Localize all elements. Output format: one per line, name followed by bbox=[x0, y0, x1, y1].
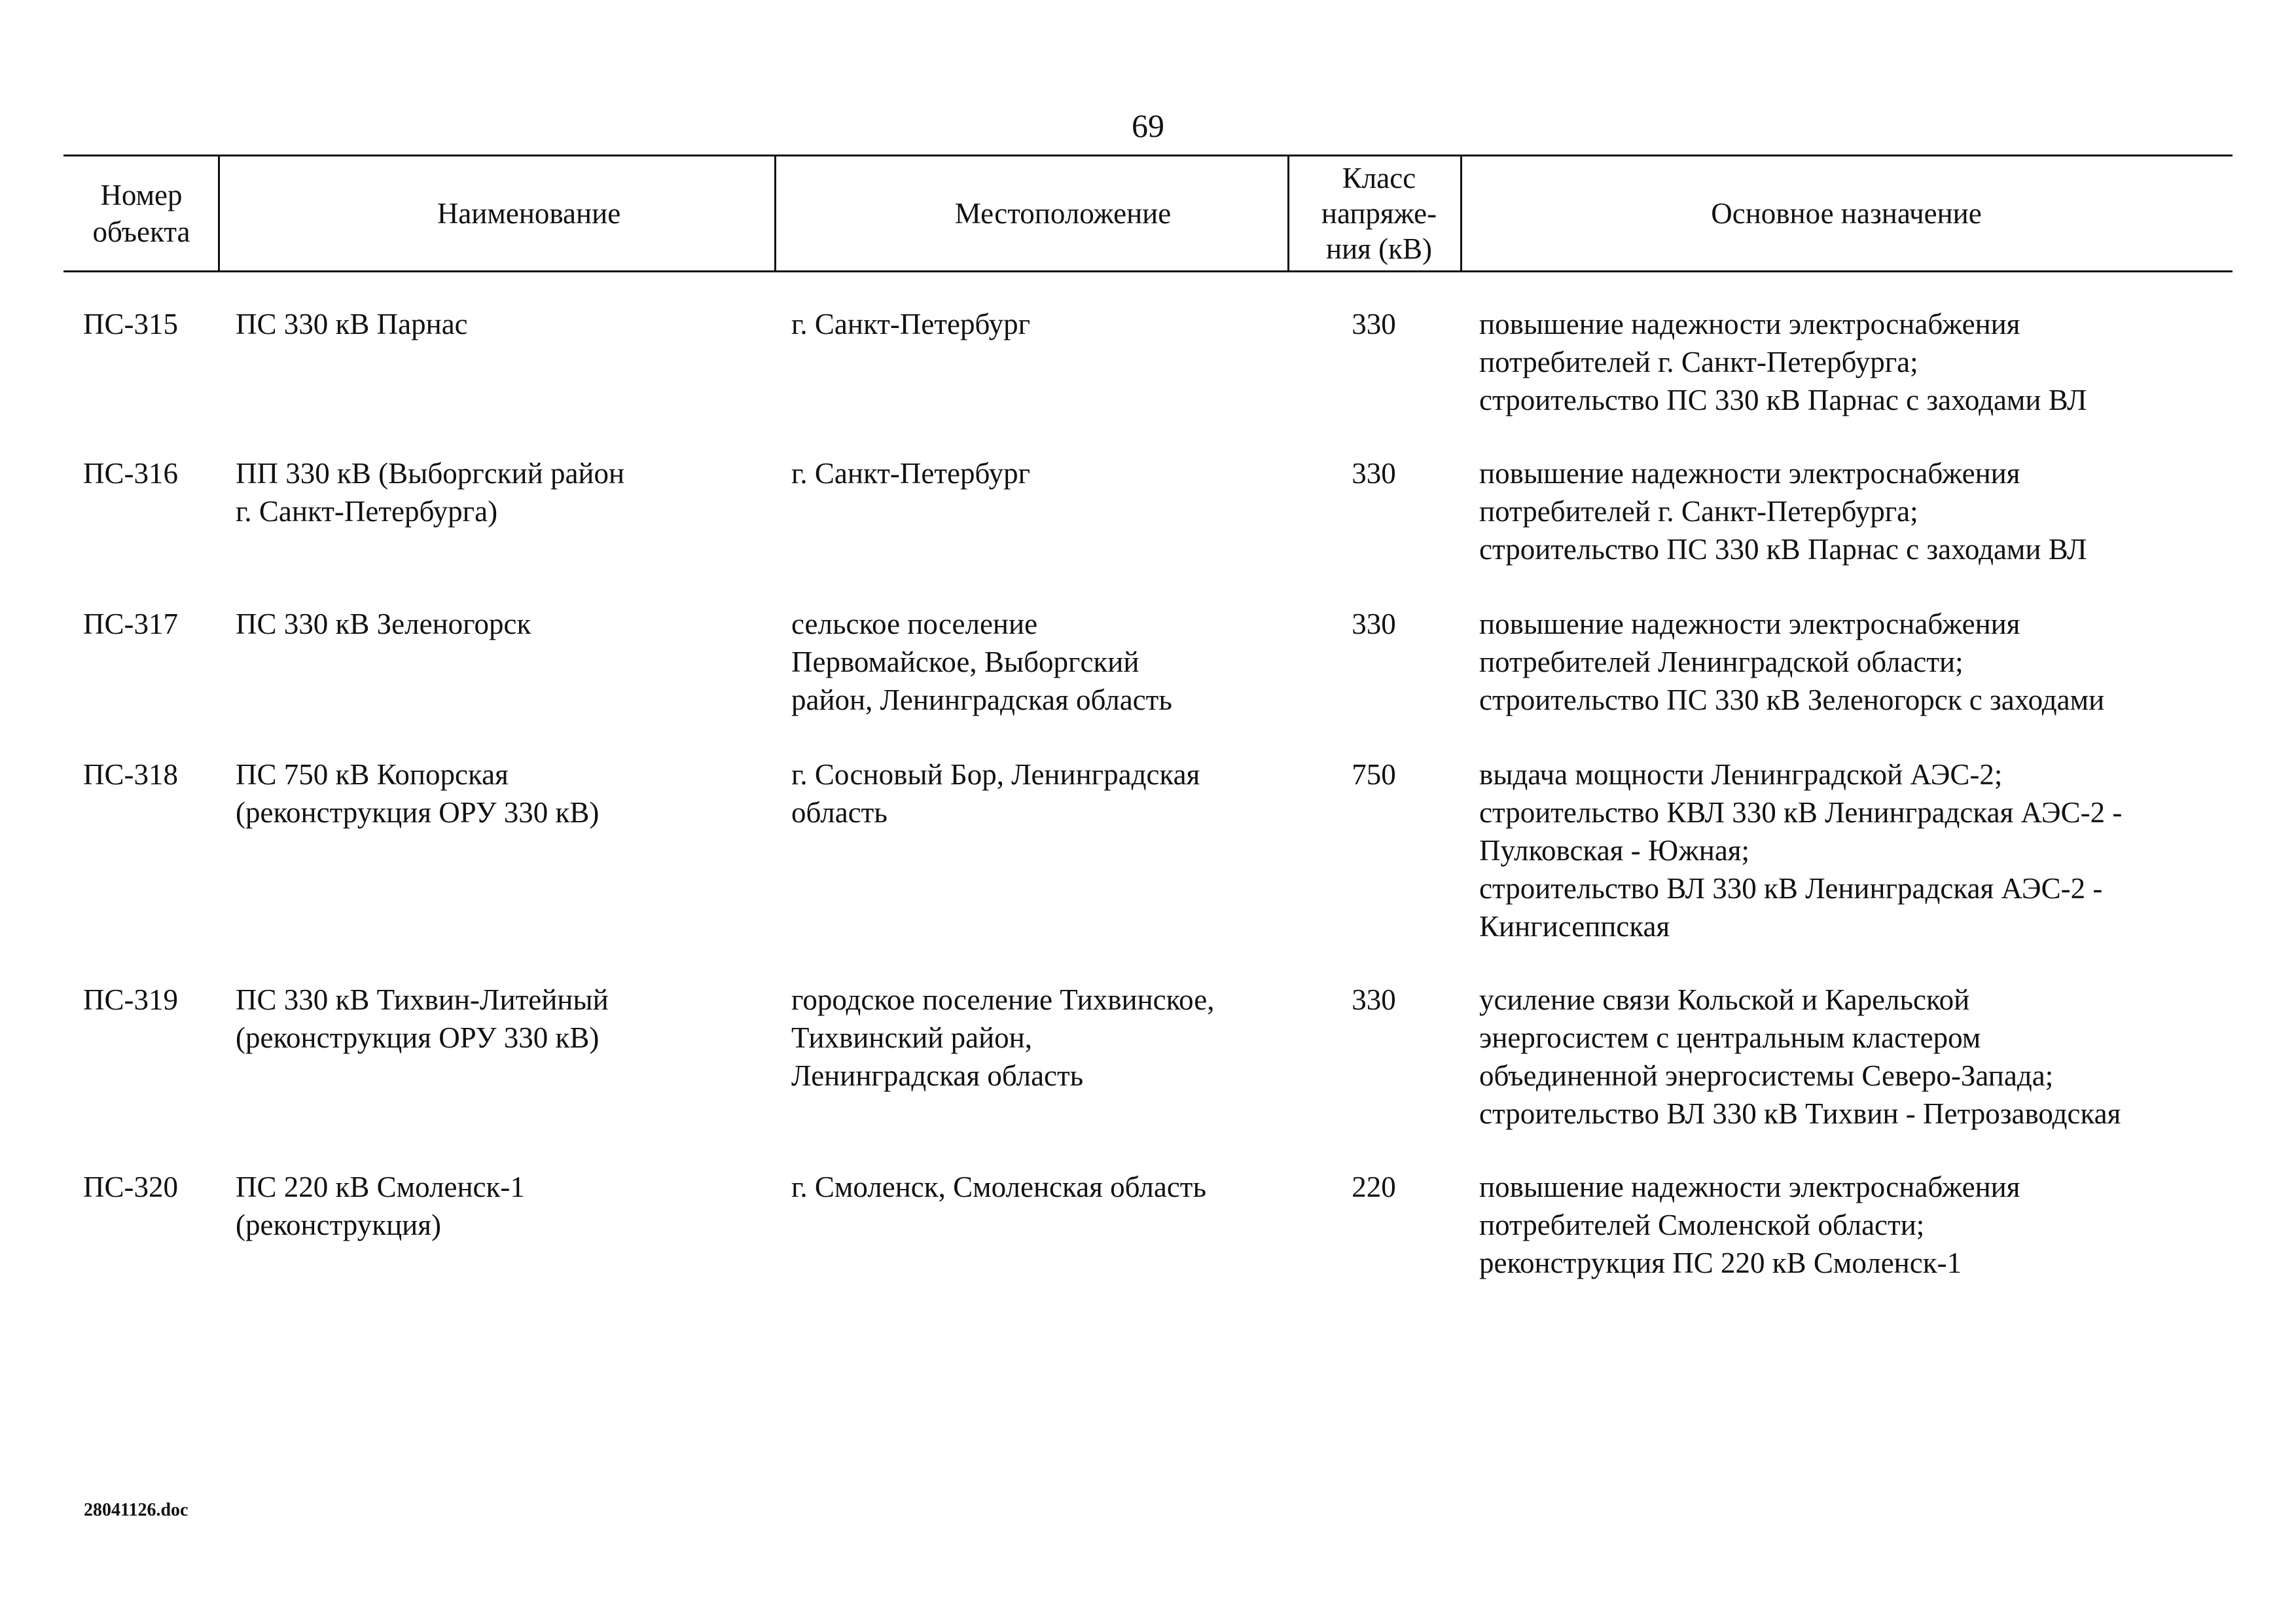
substations-table bbox=[63, 155, 2233, 1279]
object-purpose: повышение надежности электроснабжения потребителей г. Санкт-Петербурга; строительство ПС 330 кВ Парнас с заходами ВЛ bbox=[1479, 457, 2087, 566]
object-number: ПС-318 bbox=[83, 758, 178, 791]
object-purpose: повышение надежности электроснабжения потребителей Ленинградской области; строительство ПС 330 кВ Зеленогорск с заходами bbox=[1479, 608, 2105, 716]
footer-file-name: 28041126.doc bbox=[84, 1500, 188, 1520]
header-name: Наименование bbox=[437, 197, 621, 230]
object-voltage: 220 bbox=[1352, 1171, 1396, 1203]
object-name: ПС 750 кВ Копорская (реконструкция ОРУ 330 кВ) bbox=[236, 758, 600, 829]
header-location: Местоположение bbox=[954, 197, 1172, 230]
object-voltage: 750 bbox=[1352, 758, 1396, 791]
object-location: г. Санкт-Петербург bbox=[791, 457, 1031, 490]
object-number: ПС-316 bbox=[83, 457, 178, 490]
object-location: городское поселение Тихвинское, Тихвинский район, Ленинградская область bbox=[791, 983, 1215, 1092]
header-object-number: Номер объекта bbox=[92, 179, 190, 248]
object-number: ПС-317 bbox=[83, 608, 178, 640]
page-number: 69 bbox=[1132, 107, 1164, 144]
header-voltage-class: Класс напряже- ния (кВ) bbox=[1321, 162, 1437, 265]
object-number: ПС-319 bbox=[83, 983, 178, 1016]
object-location: г. Санкт-Петербург bbox=[791, 308, 1031, 340]
object-location: г. Сосновый Бор, Ленинградская область bbox=[791, 758, 1200, 829]
object-purpose: выдача мощности Ленинградской АЭС-2; строительство КВЛ 330 кВ Ленинградская АЭС-2 - Пулковская - Южная; строительство ВЛ 330 кВ Ленинградская АЭС-2 - Кингисеппская bbox=[1479, 758, 2123, 943]
header-purpose: Основное назначение bbox=[1711, 197, 1982, 230]
object-purpose: повышение надежности электроснабжения потребителей г. Санкт-Петербурга; строительство ПС 330 кВ Парнас с заходами ВЛ bbox=[1479, 308, 2087, 416]
header-divider bbox=[218, 156, 220, 270]
object-voltage: 330 bbox=[1352, 308, 1396, 340]
object-location: сельское поселение Первомайское, Выборгский район, Ленинградская область bbox=[791, 608, 1172, 716]
object-number: ПС-320 bbox=[83, 1171, 178, 1203]
object-voltage: 330 bbox=[1352, 457, 1396, 490]
object-name: ПС 330 кВ Зеленогорск bbox=[236, 608, 531, 640]
table-header bbox=[63, 155, 2233, 272]
object-purpose: повышение надежности электроснабжения потребителей Смоленской области; реконструкция ПС 220 кВ Смоленск-1 bbox=[1479, 1171, 2020, 1279]
object-number: ПС-315 bbox=[83, 308, 178, 340]
object-name: ПС 330 кВ Парнас bbox=[236, 308, 468, 340]
object-location: г. Смоленск, Смоленская область bbox=[791, 1171, 1206, 1203]
object-voltage: 330 bbox=[1352, 608, 1396, 640]
object-purpose: усиление связи Кольской и Карельской энергосистем с центральным кластером объединенной энергосистемы Северо-Запада; строительство ВЛ 330 кВ Тихвин - Петрозаводская bbox=[1479, 983, 2121, 1130]
object-name: ПС 220 кВ Смоленск-1 (реконструкция) bbox=[236, 1171, 525, 1241]
object-voltage: 330 bbox=[1352, 983, 1396, 1016]
object-name: ПП 330 кВ (Выборгский район г. Санкт-Петербурга) bbox=[236, 457, 625, 528]
object-name: ПС 330 кВ Тихвин-Литейный (реконструкция ОРУ 330 кВ) bbox=[236, 983, 609, 1054]
